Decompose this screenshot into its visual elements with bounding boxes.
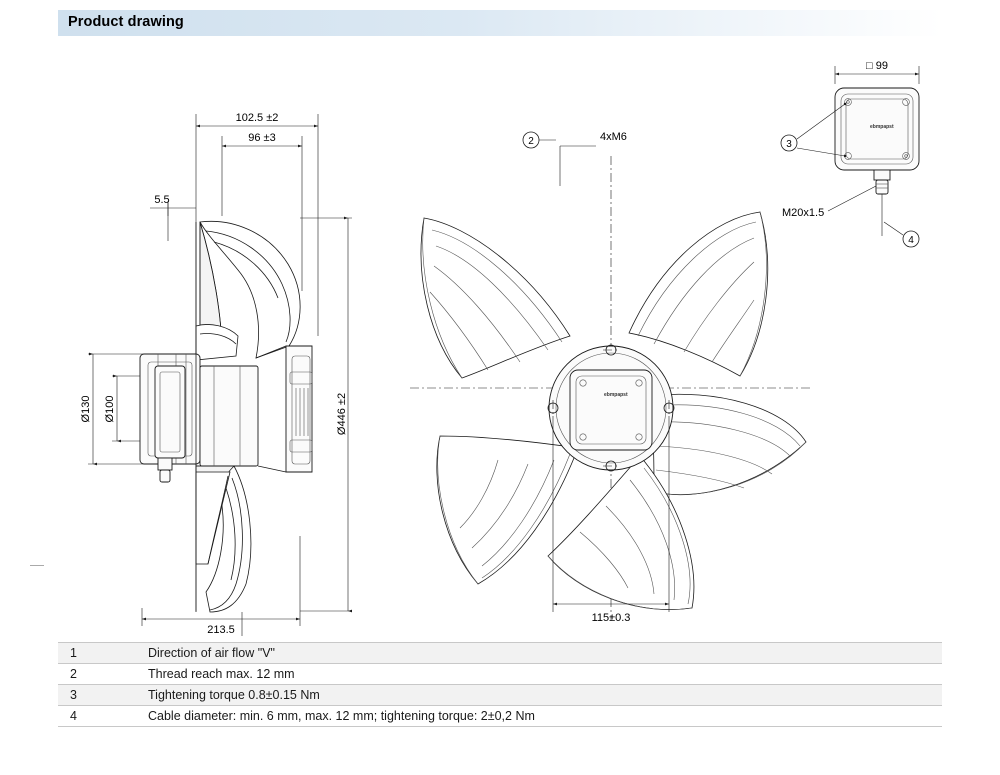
dim-outer-diameter-text: Ø130 — [80, 395, 92, 423]
legend-table — [58, 642, 942, 727]
dim-box-square — [835, 60, 919, 84]
dim-box-square-text: □ 99 — [866, 60, 888, 72]
label-threads — [523, 131, 627, 186]
page-title: Product drawing — [68, 14, 184, 30]
legend-description: Cable diameter: min. 6 mm, max. 12 mm; tightening torque: 2±0,2 Nm — [136, 706, 942, 727]
dim-overall-depth — [196, 112, 318, 126]
balloon-cable-text: 4 — [908, 235, 914, 246]
balloon-torque-text: 3 — [786, 139, 792, 150]
table-row — [58, 643, 942, 664]
table-row — [58, 685, 942, 706]
dim-inner-depth-text: 96 ±3 — [248, 132, 276, 144]
section-header-band — [58, 10, 942, 36]
terminal-box-group — [781, 60, 919, 247]
balloon-cable — [884, 222, 919, 247]
label-cable-gland-text: M20x1.5 — [782, 207, 825, 219]
label-threads-text: 4xM6 — [600, 131, 627, 143]
table-row — [58, 664, 942, 685]
side-view-group — [80, 112, 352, 636]
legend-description: Tightening torque 0.8±0.15 Nm — [136, 685, 942, 706]
hub-logo: ebmpapst — [604, 392, 628, 398]
label-cable-gland — [782, 186, 876, 219]
dim-motor-diameters — [80, 354, 150, 464]
dim-fan-diameter-text: Ø446 ±2 — [336, 392, 348, 436]
dim-inner-diameter-text: Ø100 — [104, 395, 116, 423]
legend-description: Thread reach max. 12 mm — [136, 664, 942, 685]
legend-index: 2 — [58, 664, 136, 685]
dim-flange — [150, 194, 196, 216]
table-row — [58, 706, 942, 727]
dim-flange-text: 5.5 — [154, 194, 170, 206]
product-drawing-canvas — [0, 36, 1000, 636]
legend-description: Direction of air flow "V" — [136, 643, 942, 664]
dim-bolt-circle-text: 115±0.3 — [591, 612, 631, 624]
balloon-airflow — [234, 612, 250, 636]
legend-index: 3 — [58, 685, 136, 706]
dim-inner-depth — [222, 132, 302, 146]
legend-index: 4 — [58, 706, 136, 727]
terminal-box-logo: ebmpapst — [870, 124, 894, 130]
balloon-thread-text: 2 — [528, 136, 534, 147]
dim-overall-width-text: 213.5 — [207, 624, 235, 636]
front-view-group — [410, 131, 812, 624]
legend-index: 1 — [58, 643, 136, 664]
dim-overall-depth-text: 102.5 ±2 — [235, 112, 279, 124]
